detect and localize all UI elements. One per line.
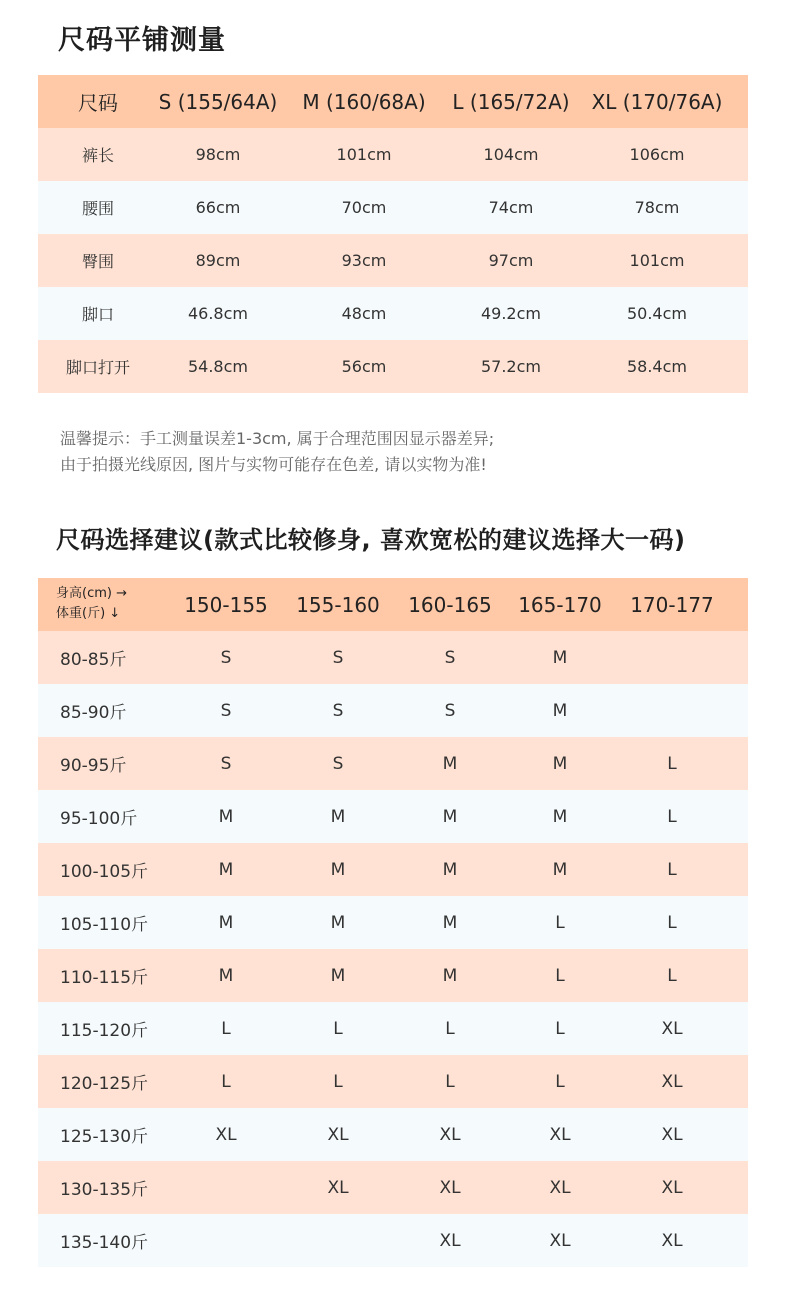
height-range-header: 155-160 (296, 592, 380, 617)
table-cell: 74cm (488, 198, 534, 217)
table-cell: 57.2cm (480, 357, 541, 376)
table-row (38, 340, 748, 393)
size-advice-body (38, 631, 748, 1267)
table-cell: 101cm (336, 145, 392, 164)
size-cell: L (555, 1071, 565, 1092)
size-cell: M (552, 700, 568, 721)
weight-axis-label: 体重(斤) ↓ (56, 606, 121, 621)
size-cell: XL (549, 1124, 571, 1145)
size-cell: S (220, 647, 232, 668)
size-cell: M (218, 806, 234, 827)
table-cell: 48cm (341, 304, 387, 323)
table-cell: 50.4cm (626, 304, 687, 323)
table-row (38, 790, 748, 843)
size-cell (616, 631, 728, 684)
weight-range-label: 100-105斤 (60, 862, 149, 882)
table-row (38, 234, 748, 287)
weight-range-label: 90-95斤 (60, 756, 127, 776)
size-cell (170, 1161, 282, 1214)
weight-range-label: 80-85斤 (60, 650, 127, 670)
height-axis-label: 身高(cm) → (56, 586, 127, 601)
row-label: 臀围 (81, 252, 114, 271)
size-cell (282, 1214, 394, 1267)
size-cell: XL (661, 1177, 683, 1198)
table-cell: 78cm (634, 198, 680, 217)
size-cell: XL (661, 1124, 683, 1145)
size-cell: M (442, 806, 458, 827)
size-cell: XL (661, 1018, 683, 1039)
height-range-header: 150-155 (184, 592, 268, 617)
size-cell: L (667, 859, 677, 880)
table-cell: 97cm (488, 251, 534, 270)
size-cell: M (552, 647, 568, 668)
table-cell: 58.4cm (626, 357, 687, 376)
size-cell: XL (439, 1177, 461, 1198)
table-cell: 98cm (195, 145, 241, 164)
size-cell: S (332, 753, 344, 774)
size-cell: M (552, 859, 568, 880)
table-row (38, 684, 748, 737)
note-line: 温馨提示：手工测量误差1-3cm, 属于合理范围因显示器差异; (60, 429, 495, 448)
weight-range-label: 85-90斤 (60, 703, 127, 723)
table-row (38, 1214, 748, 1267)
table-row (38, 843, 748, 896)
table-cell: 46.8cm (187, 304, 248, 323)
size-cell: M (442, 859, 458, 880)
header-cell: S (155/64A) (158, 89, 278, 114)
size-cell: XL (215, 1124, 237, 1145)
size-cell: M (218, 912, 234, 933)
weight-range-label: 110-115斤 (60, 968, 149, 988)
size-cell: S (220, 700, 232, 721)
table-cell: 101cm (629, 251, 685, 270)
size-cell: L (445, 1018, 455, 1039)
table-cell: 89cm (195, 251, 241, 270)
size-cell: XL (661, 1071, 683, 1092)
size-cell: M (218, 965, 234, 986)
size-measure-title: 尺码平铺测量 (58, 25, 226, 56)
size-cell: L (667, 753, 677, 774)
table-row (38, 1161, 748, 1214)
size-cell: S (332, 700, 344, 721)
table-cell: 93cm (341, 251, 387, 270)
header-cell: 尺码 (78, 91, 118, 115)
height-range-header: 160-165 (408, 592, 492, 617)
header-cell: M (160/68A) (302, 89, 426, 114)
table-row (38, 737, 748, 790)
size-cell: XL (327, 1177, 349, 1198)
table-cell: 56cm (341, 357, 387, 376)
size-cell (170, 1214, 282, 1267)
height-range-header: 165-170 (518, 592, 602, 617)
size-measure-table (38, 75, 748, 393)
size-cell: L (221, 1071, 231, 1092)
row-label: 腰围 (81, 199, 114, 218)
measurement-note (60, 426, 494, 478)
table-row (38, 181, 748, 234)
size-cell: L (667, 965, 677, 986)
table-cell: 106cm (629, 145, 685, 164)
size-cell: M (552, 753, 568, 774)
table-row (38, 1108, 748, 1161)
table-row (38, 128, 748, 181)
size-cell: L (555, 965, 565, 986)
size-cell: S (444, 700, 456, 721)
size-cell: S (332, 647, 344, 668)
table-row (38, 1002, 748, 1055)
weight-range-label: 125-130斤 (60, 1127, 149, 1147)
size-cell: XL (661, 1230, 683, 1251)
size-cell: M (330, 912, 346, 933)
size-cell: M (552, 806, 568, 827)
table-header-row (38, 75, 748, 128)
weight-range-label: 105-110斤 (60, 915, 149, 935)
row-label: 裤长 (81, 146, 114, 165)
size-cell: L (667, 912, 677, 933)
size-cell: M (442, 912, 458, 933)
table-row (38, 287, 748, 340)
size-advice-title: 尺码选择建议(款式比较修身, 喜欢宽松的建议选择大一码) (56, 526, 686, 554)
size-cell: L (555, 912, 565, 933)
weight-range-label: 95-100斤 (60, 809, 138, 829)
size-cell: L (555, 1018, 565, 1039)
table-row (38, 631, 748, 684)
size-advice-table (38, 578, 748, 1267)
size-cell: L (333, 1018, 343, 1039)
table-cell: 104cm (483, 145, 539, 164)
size-cell: M (330, 806, 346, 827)
table-cell: 54.8cm (187, 357, 248, 376)
header-cell: L (165/72A) (452, 89, 570, 114)
size-cell: L (667, 806, 677, 827)
table-row (38, 1055, 748, 1108)
table-cell: 70cm (341, 198, 387, 217)
weight-range-label: 130-135斤 (60, 1180, 149, 1200)
size-cell: M (330, 859, 346, 880)
table-row (38, 949, 748, 1002)
size-cell: M (330, 965, 346, 986)
size-cell: XL (549, 1230, 571, 1251)
table-cell: 66cm (195, 198, 241, 217)
table-row (38, 896, 748, 949)
row-label: 脚口 (81, 305, 114, 324)
size-cell: M (442, 753, 458, 774)
size-cell: L (333, 1071, 343, 1092)
size-cell: XL (439, 1230, 461, 1251)
size-cell: L (221, 1018, 231, 1039)
size-cell: XL (327, 1124, 349, 1145)
axis-corner-label (56, 584, 127, 624)
header-cell: XL (170/76A) (591, 89, 723, 114)
note-line: 由于拍摄光线原因, 图片与实物可能存在色差, 请以实物为准! (60, 455, 487, 474)
size-cell: XL (549, 1177, 571, 1198)
weight-range-label: 120-125斤 (60, 1074, 149, 1094)
height-range-header: 170-177 (630, 592, 714, 617)
weight-range-label: 135-140斤 (60, 1233, 149, 1253)
weight-range-label: 115-120斤 (60, 1021, 149, 1041)
table-header-row (38, 578, 748, 631)
row-label: 脚口打开 (65, 358, 130, 377)
size-cell: XL (439, 1124, 461, 1145)
size-cell (616, 684, 728, 737)
size-cell: S (444, 647, 456, 668)
size-cell: M (442, 965, 458, 986)
size-cell: S (220, 753, 232, 774)
table-cell: 49.2cm (480, 304, 541, 323)
size-cell: L (445, 1071, 455, 1092)
size-cell: M (218, 859, 234, 880)
